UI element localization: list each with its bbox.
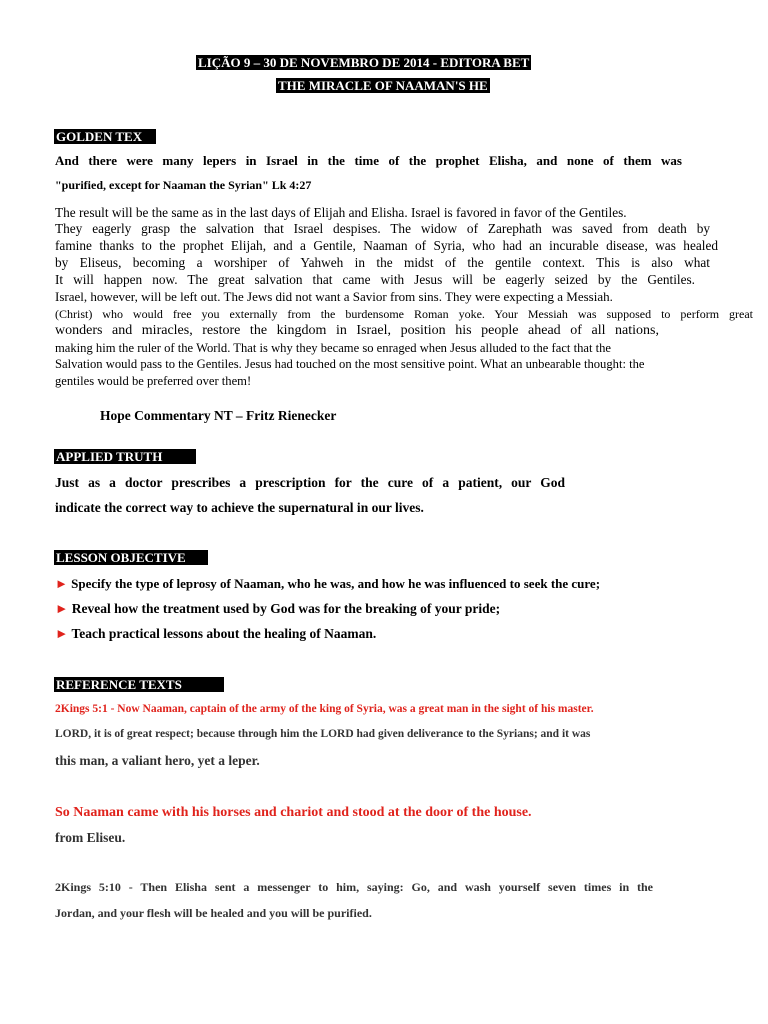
bullet-arrow-icon: ► (55, 576, 68, 591)
commentary-line: gentiles would be preferred over them! (55, 374, 252, 388)
commentary-line: (Christ) who would free you externally from the burdensome Roman yoke. Your Messiah was supposed to perform great (55, 307, 753, 321)
reference-verse-line: 2Kings 5:1 - Now Naaman, captain of the army of the king of Syria, was a great man in the sight of his master. (55, 703, 594, 715)
reference-verse-line: LORD, it is of great respect; because through him the LORD had given deliverance to the Syrians; and it was (55, 728, 591, 740)
commentary-line: The result will be the same as in the last days of Elijah and Elisha. Israel is favored in favor of the Gentiles. (55, 205, 627, 220)
objective-text: Reveal how the treatment used by God was for the breaking of your pride; (71, 601, 501, 616)
reference-verse-line: Jordan, and your flesh will be healed and you will be purified. (55, 906, 372, 920)
objective-text: Teach practical lessons about the healing of Naaman. (71, 626, 377, 641)
lesson-objective-label: LESSON OBJECTIVE (54, 550, 208, 565)
reference-verse-line: 2Kings 5:10 - Then Elisha sent a messenger to him, saying: Go, and wash yourself seven times in the (55, 880, 653, 894)
commentary-line: wonders and miracles, restore the kingdom in Israel, position his people ahead of all nations, (55, 323, 659, 338)
objective-item (55, 601, 500, 617)
commentary-line: by Eliseus, becoming a worshiper of Yahweh in the midst of the gentile context. This is also what (55, 255, 710, 270)
commentary-line: famine thanks to the prophet Elijah, and a Gentile, Naaman of Syria, who had an incurable disease, was healed (55, 238, 718, 253)
commentary-source: Hope Commentary NT – Fritz Rienecker (100, 408, 337, 423)
lesson-subtitle: THE MIRACLE OF NAAMAN'S HE (278, 78, 488, 93)
bullet-arrow-icon: ► (55, 601, 69, 616)
applied-truth-label: APPLIED TRUTH (54, 449, 196, 464)
objective-item (55, 626, 376, 642)
lesson-title: LIÇÃO 9 – 30 DE NOVEMBRO DE 2014 - EDITORA BET (198, 55, 530, 70)
commentary-line: They eagerly grasp the salvation that Israel despises. The widow of Zarephath was saved from death by (55, 221, 710, 236)
reference-texts-label: REFERENCE TEXTS (54, 677, 224, 692)
commentary-line: Israel, however, will be left out. The Jews did not want a Savior from sins. They were expecting a Messiah. (55, 289, 613, 304)
commentary-line: Salvation would pass to the Gentiles. Jesus had touched on the most sensitive point. What an unbearable thought: the (55, 357, 645, 371)
reference-verse-line: this man, a valiant hero, yet a leper. (55, 753, 260, 768)
objective-text: Specify the type of leprosy of Naaman, who he was, and how he was influenced to seek the cure; (71, 576, 601, 591)
applied-truth-line: Just as a doctor prescribes a prescription for the cure of a patient, our God (55, 475, 565, 490)
objective-item (55, 576, 600, 592)
golden-text-line: "purified, except for Naaman the Syrian" Lk 4:27 (55, 178, 312, 192)
reference-verse-line: So Naaman came with his horses and chariot and stood at the door of the house. (55, 805, 532, 820)
bullet-arrow-icon: ► (55, 626, 69, 641)
golden-text-line: And there were many lepers in Israel in the time of the prophet Elisha, and none of them was (55, 153, 682, 168)
reference-verse-line: from Eliseu. (55, 830, 126, 845)
applied-truth-line: indicate the correct way to achieve the supernatural in our lives. (55, 500, 424, 515)
commentary-line: It will happen now. The great salvation that came with Jesus will be eagerly seized by the Gentiles. (55, 272, 695, 287)
commentary-line: making him the ruler of the World. That is why they became so enraged when Jesus alluded to the fact that the (55, 341, 611, 355)
golden-text-label: GOLDEN TEX (54, 129, 156, 144)
